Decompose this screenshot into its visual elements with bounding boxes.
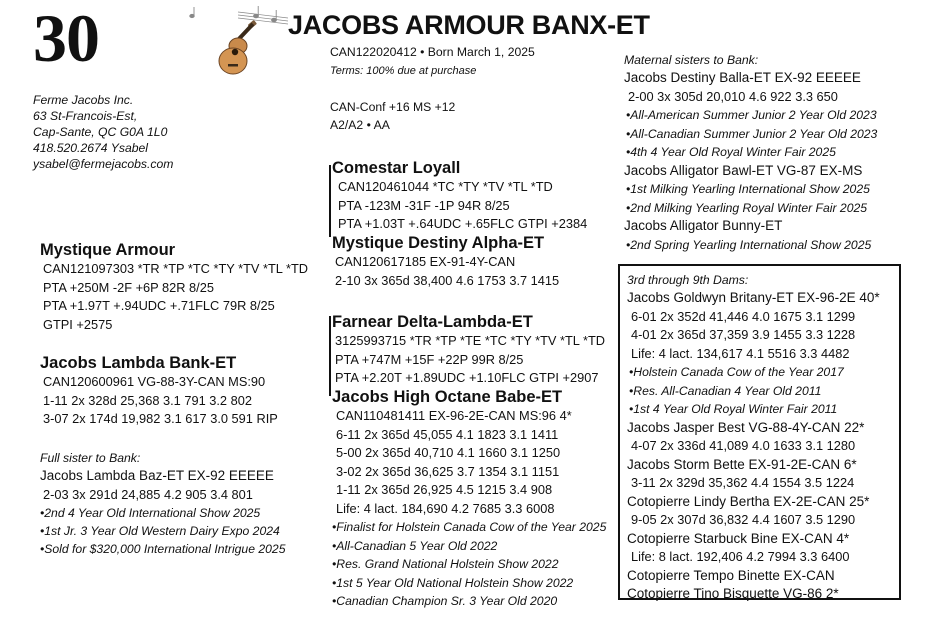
sire-line: PTA +1.97T +.94UDC +.71FLC 79R 8/25 bbox=[43, 298, 275, 313]
dam-line: CAN120600961 VG-88-3Y-CAN MS:90 bbox=[43, 374, 266, 389]
sire-line: GTPI +2575 bbox=[43, 316, 113, 332]
cow-name-line: Cotopierre Lindy Bertha EX-2E-CAN 25* bbox=[627, 493, 870, 509]
dam-sire-name: Farnear Delta-Lambda-ET bbox=[332, 313, 533, 331]
registration-line: CAN122020412 • Born March 1, 2025 bbox=[330, 45, 535, 59]
grandsire-line: CAN120461044 *TC *TY *TV *TL *TD bbox=[338, 179, 553, 194]
genetics-line: A2/A2 • AA bbox=[330, 118, 390, 132]
sire-name: Mystique Armour bbox=[40, 241, 176, 259]
paternal-granddam-line: CAN120617185 EX-91-4Y-CAN bbox=[335, 254, 516, 269]
granddam-reg: CAN110481411 EX-96-2E-CAN MS:96 4* bbox=[336, 408, 572, 423]
dam-block bbox=[40, 354, 278, 429]
sire-line: PTA +250M -2F +6P 82R 8/25 bbox=[43, 279, 214, 295]
pedigree-bracket bbox=[329, 316, 331, 396]
dam-sire-block bbox=[332, 313, 605, 388]
granddam-record: 6-11 2x 365d 45,055 4.1 1823 3.1 1411 bbox=[336, 426, 559, 442]
production-record: 4-07 2x 336d 41,089 4.0 1633 3.1 1280 bbox=[631, 438, 856, 453]
full-sister-note: •2nd 4 Year Old International Show 2025 bbox=[40, 506, 261, 520]
terms-text: Terms: 100% due at purchase bbox=[330, 65, 477, 77]
consignor-address-1: 63 St-Francois-Est, bbox=[33, 109, 138, 123]
full-sister-name: Jacobs Lambda Baz-ET EX-92 EEEEE bbox=[40, 468, 274, 483]
paternal-granddam-block bbox=[332, 234, 559, 290]
award-note: •Res. All-Canadian 4 Year Old 2011 bbox=[629, 383, 822, 398]
consignor-name: Ferme Jacobs Inc. bbox=[33, 93, 134, 107]
consignor-address-2: Cap-Sante, QC G0A 1L0 bbox=[33, 125, 168, 139]
full-sister-label: Full sister to Bank: bbox=[40, 451, 141, 465]
award-note: •Holstein Canada Cow of the Year 2017 bbox=[629, 365, 844, 379]
paternal-granddam-name: Mystique Destiny Alpha-ET bbox=[332, 234, 545, 252]
cow-name-line: Jacobs Storm Bette EX-91-2E-CAN 6* bbox=[627, 456, 857, 472]
production-record: Life: 8 lact. 192,406 4.2 7994 3.3 6400 bbox=[631, 549, 850, 564]
granddam-name: Jacobs High Octane Babe-ET bbox=[332, 388, 563, 406]
paternal-granddam-line: 2-10 3x 365d 38,400 4.6 1753 3.7 1415 bbox=[335, 272, 560, 288]
granddam-note: •Canadian Champion Sr. 3 Year Old 2020 bbox=[332, 594, 558, 608]
cow-name-line: Cotopierre Starbuck Bine EX-CAN 4* bbox=[627, 530, 850, 546]
cow-name-line: Jacobs Destiny Balla-ET EX-92 EEEEE bbox=[624, 70, 861, 85]
cow-name-line: Jacobs Alligator Bunny-ET bbox=[624, 218, 783, 233]
award-note: •All-American Summer Junior 2 Year Old 2023 bbox=[626, 108, 877, 122]
granddam-note: •Res. Grand National Holstein Show 2022 bbox=[332, 557, 559, 571]
production-record: 3-11 2x 329d 35,362 4.4 1554 3.5 1224 bbox=[631, 475, 855, 490]
music-notes-icon bbox=[190, 6, 288, 24]
consignor-email: ysabel@fermejacobs.com bbox=[33, 157, 174, 171]
granddam-block bbox=[332, 388, 606, 611]
production-record: Life: 4 lact. 134,617 4.1 5516 3.3 4482 bbox=[631, 345, 850, 361]
production-record: 9-05 2x 307d 36,832 4.4 1607 3.5 1290 bbox=[631, 512, 856, 527]
award-note: •1st Milking Yearling International Show 2025 bbox=[626, 182, 870, 196]
award-note: •4th 4 Year Old Royal Winter Fair 2025 bbox=[626, 145, 836, 159]
dams-box-label: 3rd through 9th Dams: bbox=[627, 273, 749, 287]
full-sister-note: •1st Jr. 3 Year Old Western Dairy Expo 2024 bbox=[40, 524, 280, 538]
lot-number: 30 bbox=[33, 0, 99, 76]
dams-list bbox=[627, 289, 880, 604]
award-note: •All-Canadian Summer Junior 2 Year Old 2023 bbox=[626, 126, 878, 141]
consignor-phone: 418.520.2674 Ysabel bbox=[33, 141, 148, 155]
full-sister-block bbox=[40, 450, 286, 558]
maternal-sisters-label: Maternal sisters to Bank: bbox=[624, 53, 759, 67]
pedigree-bracket bbox=[329, 165, 331, 237]
full-sister-record: 2-03 3x 291d 24,885 4.2 905 3.4 801 bbox=[43, 486, 253, 502]
production-record: 6-01 2x 352d 41,446 4.0 1675 3.1 1299 bbox=[631, 308, 856, 324]
cow-name-line: Jacobs Alligator Bawl-ET VG-87 EX-MS bbox=[624, 162, 863, 178]
cow-name-line: Cotopierre Tempo Binette EX-CAN bbox=[627, 567, 835, 583]
conformation-line: CAN-Conf +16 MS +12 bbox=[330, 100, 456, 114]
grandsire-name: Comestar Loyall bbox=[332, 159, 461, 177]
cow-name-line: Jacobs Jasper Best VG-88-4Y-CAN 22* bbox=[627, 419, 865, 435]
granddam-note: •Finalist for Holstein Canada Cow of the Year 2025 bbox=[332, 520, 607, 534]
grandsire-block bbox=[332, 159, 587, 234]
granddam-record: 5-00 2x 365d 40,710 4.1 1660 3.1 1250 bbox=[336, 445, 561, 460]
guitar-icon bbox=[219, 20, 257, 74]
grandsire-line: PTA +1.03T +.64UDC +.65FLC GTPI +2384 bbox=[338, 216, 588, 231]
granddam-note: •All-Canadian 5 Year Old 2022 bbox=[332, 538, 498, 553]
award-note: •2nd Spring Yearling International Show 2025 bbox=[626, 237, 872, 252]
consignor-block bbox=[33, 92, 173, 172]
dam-sire-line: PTA +747M +15F +22P 99R 8/25 bbox=[335, 351, 524, 367]
production-record: 2-00 3x 305d 20,010 4.6 922 3.3 650 bbox=[628, 88, 838, 104]
granddam-note: •1st 5 Year Old National Holstein Show 2022 bbox=[332, 575, 574, 590]
cow-name-line: Cotopierre Tino Bisquette VG-86 2* bbox=[627, 586, 839, 601]
sire-line: CAN121097303 *TR *TP *TC *TY *TV *TL *TD bbox=[43, 261, 309, 276]
page-title: JACOBS ARMOUR BANX-ET bbox=[288, 10, 650, 40]
sire-block bbox=[40, 241, 308, 334]
granddam-record: 1-11 2x 365d 26,925 4.5 1215 3.4 908 bbox=[336, 482, 553, 497]
granddam-record: 3-02 2x 365d 36,625 3.7 1354 3.1 1151 bbox=[336, 463, 560, 479]
award-note: •1st 4 Year Old Royal Winter Fair 2011 bbox=[629, 402, 838, 416]
granddam-record: Life: 4 lact. 184,690 4.2 7685 3.3 6008 bbox=[336, 500, 555, 516]
maternal-sisters-block bbox=[624, 52, 877, 254]
grandsire-line: PTA -123M -31F -1P 94R 8/25 bbox=[338, 197, 510, 213]
dam-sire-line: 3125993715 *TR *TP *TE *TC *TY *TV *TL *TD bbox=[335, 333, 606, 348]
production-record: 4-01 2x 365d 37,359 3.9 1455 3.3 1228 bbox=[631, 327, 856, 342]
dam-line: 3-07 2x 174d 19,982 3.1 617 3.0 591 RIP bbox=[43, 411, 278, 426]
full-sister-note: •Sold for $320,000 International Intrigue 2025 bbox=[40, 542, 286, 556]
dam-sire-line: PTA +2.20T +1.89UDC +1.10FLC GTPI +2907 bbox=[335, 370, 599, 385]
dam-line: 1-11 2x 328d 25,368 3.1 791 3.2 802 bbox=[43, 392, 252, 408]
dam-name: Jacobs Lambda Bank-ET bbox=[40, 354, 237, 372]
cow-name-line: Jacobs Goldwyn Britany-ET EX-96-2E 40* bbox=[627, 290, 880, 305]
guitar-illustration bbox=[178, 6, 298, 78]
maternal-sisters-list bbox=[624, 69, 877, 254]
dams-box-content bbox=[627, 271, 880, 604]
award-note: •2nd Milking Yearling Royal Winter Fair 2025 bbox=[626, 200, 868, 215]
